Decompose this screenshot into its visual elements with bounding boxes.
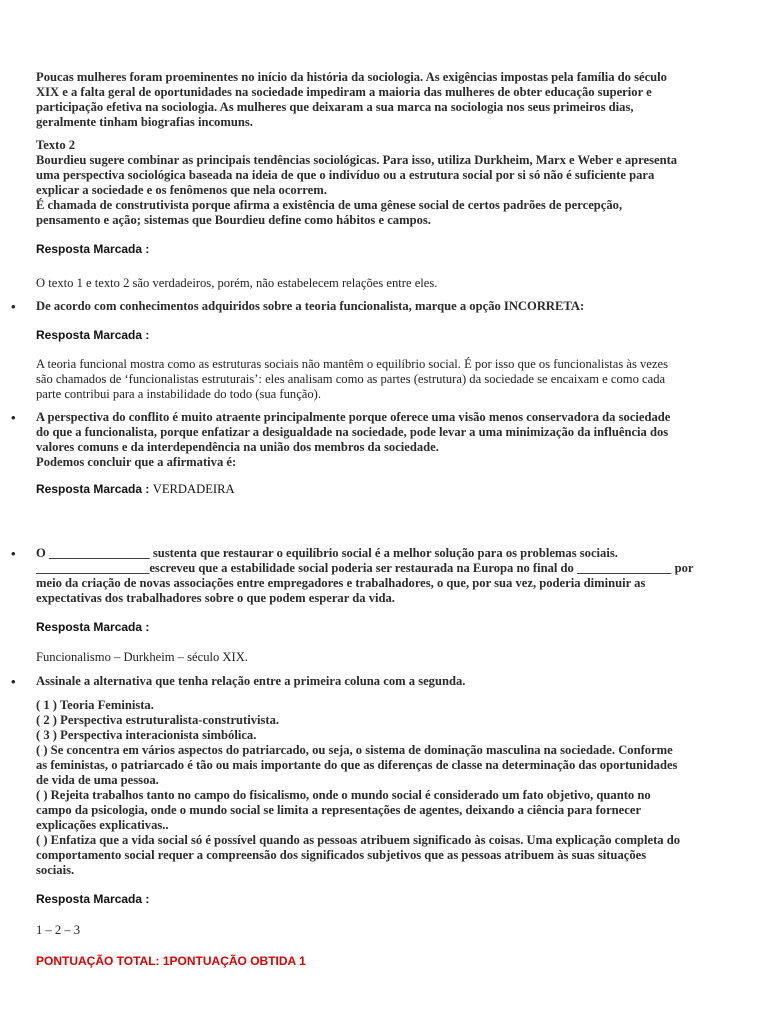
- marked-answer: [36, 357, 736, 402]
- bullet-icon: •: [11, 674, 16, 689]
- text-line: ( 2 ) Perspectiva estruturalista-construtivista.: [36, 713, 280, 727]
- text-line: de vida de uma pessoa.: [36, 773, 159, 787]
- bullet-icon: •: [11, 410, 16, 425]
- text-line: A teoria funcional mostra como as estruturas sociais não mantêm o equilíbrio social. É por isso que os funcionalistas às vezes: [36, 357, 668, 371]
- text-line: Texto 2: [36, 138, 76, 152]
- text-line: pensamento e ação; sistemas que Bourdieu define como hábitos e campos.: [36, 213, 431, 227]
- marked-answer: VERDADEIRA: [152, 482, 235, 496]
- bullet-icon: •: [11, 546, 16, 561]
- text-line: as feministas, o patriarcado é tão ou mais importante do que as diferenças de classe na determinação das oportunidades: [36, 758, 678, 772]
- text-line: Bourdieu sugere combinar as principais tendências sociológicas. Para isso, utiliza Durkheim, Marx e Weber e apresenta: [36, 153, 678, 167]
- text-line: ( ) Enfatiza que a vida social só é possível quando as pessoas atribuem significado às coisas. Uma explicação completa do: [36, 833, 681, 847]
- text-line: parte contribui para a instabilidade do todo (sua função).: [36, 387, 322, 401]
- text-line: sociais.: [36, 863, 75, 877]
- marked-answer-label: Resposta Marcada :: [36, 242, 150, 256]
- text-line: É chamada de construtivista porque afirma a existência de uma gênese social de certos padrões de percepção,: [36, 198, 623, 212]
- question-item: [11, 299, 736, 314]
- text-line: ( ) Rejeita trabalhos tanto no campo do fisicalismo, onde o mundo social é considerado um fato objetivo, quanto no: [36, 788, 651, 802]
- question-item: [11, 410, 736, 470]
- question-text: [36, 410, 736, 470]
- text-line: Podemos concluir que a afirmativa é:: [36, 455, 237, 469]
- text-line: explicações explicativas..: [36, 818, 169, 832]
- text-line: uma perspectiva sociológica baseada na ideia de que o indivíduo ou a estrutura social por si só não é suficiente para: [36, 168, 655, 182]
- text-line: Assinale a alternativa que tenha relação entre a primeira coluna com a segunda.: [36, 674, 466, 688]
- question-text: [36, 299, 736, 314]
- text-line: participação efetiva na sociologia. As mulheres que deixaram a sua marca na sociologia nos seus primeiros dias,: [36, 100, 634, 114]
- text-line: comportamento social requer a compreensão dos significados subjetivos que as pessoas atribuem às suas situações: [36, 848, 647, 862]
- text-line: são chamados de ‘funcionalistas estruturais’: eles analisam como as partes (estrutura) da sociedade se encaixam e como cada: [36, 372, 666, 386]
- marked-answer: 1 – 2 – 3: [36, 923, 81, 937]
- text-line: ( ) Se concentra em vários aspectos do patriarcado, ou seja, o sistema de dominação masculina na sociedade. Conforme: [36, 743, 673, 757]
- bullet-icon: •: [11, 299, 16, 314]
- text-line: A perspectiva do conflito é muito atraente principalmente porque oferece uma visão menos conservadora da sociedade: [36, 410, 671, 424]
- text-line: expectativas dos trabalhadores sobre o que podem esperar da vida.: [36, 591, 395, 605]
- text-line: geralmente tinham biografias incomuns.: [36, 115, 253, 129]
- text-line: XIX e a falta geral de oportunidades na sociedade impediram a maioria das mulheres de obter educação superior e: [36, 85, 652, 99]
- score-summary: PONTUAÇÃO TOTAL: 1PONTUAÇÃO OBTIDA 1: [36, 954, 306, 968]
- marked-answer: Funcionalismo – Durkheim – século XIX.: [36, 650, 248, 664]
- text-line: valores comuns e da interdependência na união dos membros da sociedade.: [36, 440, 439, 454]
- marked-answer-row: [36, 482, 736, 497]
- marked-answer: O texto 1 e texto 2 são verdadeiros, porém, não estabelecem relações entre eles.: [36, 276, 438, 290]
- question-text-2: [36, 138, 736, 228]
- question-text: [36, 546, 736, 606]
- marked-answer-label: Resposta Marcada :: [36, 328, 150, 342]
- text-line: De acordo com conhecimentos adquiridos sobre a teoria funcionalista, marque a opção INCORRETA:: [36, 299, 585, 313]
- question-text-1: [36, 70, 736, 130]
- quiz-results-page: [11, 70, 736, 969]
- text-line: Poucas mulheres foram proeminentes no início da história da sociologia. As exigências impostas pela família do século: [36, 70, 667, 84]
- text-line: campo da psicologia, onde o mundo social se limita a representações de agentes, deixando a ciência para fornecer: [36, 803, 642, 817]
- question-item: [11, 546, 736, 606]
- question-options: [36, 698, 736, 878]
- text-line: do que a funcionalista, porque enfatizar a desigualdade na sociedade, pode levar a uma minimização da influência dos: [36, 425, 669, 439]
- text-line: ( 1 ) Teoria Feminista.: [36, 698, 154, 712]
- text-line: explicar a sociedade e os fenômenos que nela ocorrem.: [36, 183, 327, 197]
- marked-answer-label: Resposta Marcada :: [36, 620, 150, 634]
- text-line: __________________escreveu que a estabilidade social poderia ser restaurada na Europa no final do _______________ por: [36, 561, 694, 575]
- question-item: [11, 674, 736, 689]
- question-text: [36, 674, 736, 689]
- text-line: meio da criação de novas associações entre empregadores e trabalhadores, o que, por sua vez, poderia diminuir as: [36, 576, 646, 590]
- text-line: ( 3 ) Perspectiva interacionista simbólica.: [36, 728, 257, 742]
- marked-answer-label: Resposta Marcada :: [36, 482, 150, 496]
- marked-answer-label: Resposta Marcada :: [36, 892, 150, 906]
- text-line: O ________________ sustenta que restaurar o equilíbrio social é a melhor solução para os problemas sociais.: [36, 546, 618, 560]
